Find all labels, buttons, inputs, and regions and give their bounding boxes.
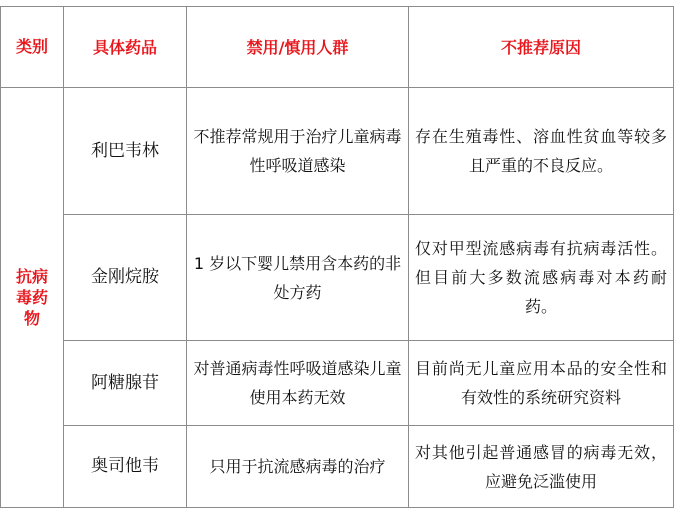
population-cell: 只用于抗流感病毒的治疗	[187, 426, 409, 508]
drug-name-cell: 利巴韦林	[64, 88, 187, 215]
header-population: 禁用/慎用人群	[187, 7, 409, 88]
table-header-row	[1, 7, 674, 88]
table-row	[1, 426, 674, 508]
header-category: 类别	[1, 7, 64, 88]
reason-cell: 对其他引起普通感冒的病毒无效，应避免泛滥使用	[409, 426, 674, 508]
table-row	[1, 341, 674, 426]
drug-name-cell: 奥司他韦	[64, 426, 187, 508]
reason-cell: 存在生殖毒性、溶血性贫血等较多且严重的不良反应。	[409, 88, 674, 215]
header-reason: 不推荐原因	[409, 7, 674, 88]
drug-name-cell: 阿糖腺苷	[64, 341, 187, 426]
category-cell: 抗病毒药物	[1, 88, 64, 508]
reason-cell: 仅对甲型流感病毒有抗病毒活性。但目前大多数流感病毒对本药耐药。	[409, 215, 674, 341]
reason-cell: 目前尚无儿童应用本品的安全性和有效性的系统研究资料	[409, 341, 674, 426]
table-row	[1, 215, 674, 341]
drug-name-cell: 金刚烷胺	[64, 215, 187, 341]
population-cell: 对普通病毒性呼吸道感染儿童使用本药无效	[187, 341, 409, 426]
population-cell: 不推荐常规用于治疗儿童病毒性呼吸道感染	[187, 88, 409, 215]
drug-table	[0, 6, 674, 508]
header-drug: 具体药品	[64, 7, 187, 88]
population-cell: 1 岁以下婴儿禁用含本药的非处方药	[187, 215, 409, 341]
table-row	[1, 88, 674, 215]
